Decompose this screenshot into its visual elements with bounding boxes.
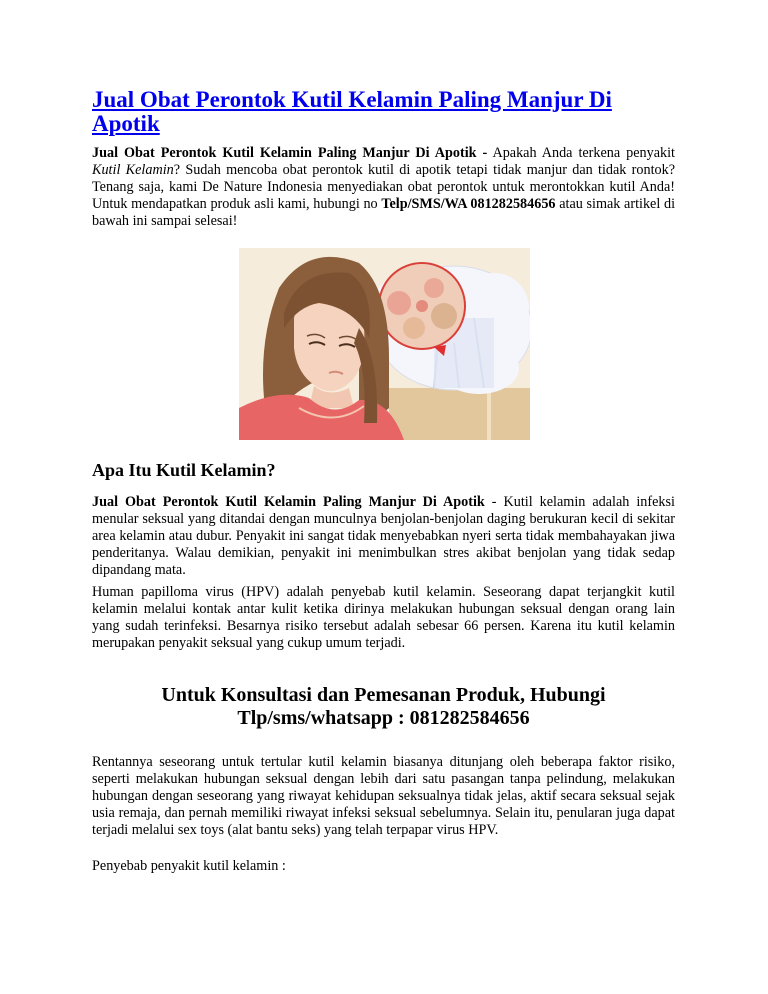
intro-paragraph: [92, 145, 675, 230]
woman-illustration: [239, 248, 530, 440]
intro-text-1: Apakah Anda terkena penyakit: [487, 145, 675, 161]
intro-italic: Kutil Kelamin: [92, 162, 174, 178]
intro-text-3: atau simak artikel di bawah ini sampai selesai!: [92, 196, 676, 229]
causes-intro: Penyebab penyakit kutil kelamin :: [92, 858, 286, 874]
definition-lead: Jual Obat Perontok Kutil Kelamin Paling Manjur Di Apotik: [92, 494, 485, 510]
section-heading: Apa Itu Kutil Kelamin?: [92, 460, 276, 480]
contact-heading-line-2: Tlp/sms/whatsapp : 081282584656: [237, 707, 530, 729]
hpv-paragraph: Human papilloma virus (HPV) adalah penyebab kutil kelamin. Seseorang dapat terjangkit kutil kelamin melalui kontak antar kulit ketika dirinya melakukan hubungan seksual dengan orang lain yang sudah terinfeksi. Besarnya risiko tersebut adalah sebesar 66 persen. Karena itu kutil kelamin merupakan penyakit seksual yang cukup umum terjadi.: [92, 584, 675, 651]
intro-contact: Telp/SMS/WA 081282584656: [381, 196, 556, 212]
risk-factors-paragraph: Rentannya seseorang untuk tertular kutil kelamin biasanya ditunjang oleh beberapa faktor risiko, seperti melakukan hubungan seksual dengan lebih dari satu pasangan tanpa pelindung, melakukan hubungan dengan seseorang yang riwayat kehidupan seksualnya tidak jelas, aktif secara seksual sejak usia remaja, dan pernah memiliki riwayat infeksi seksual sebelumnya. Selain itu, penularan juga dapat terjadi melalui sex toys (alat bantu seks) yang telah terpapar virus HPV.: [92, 754, 675, 838]
definition-paragraph: [92, 494, 675, 579]
illustration-image: [239, 248, 530, 440]
contact-heading-line-1: Untuk Konsultasi dan Pemesanan Produk, Hubungi: [161, 684, 606, 706]
definition-text: - Kutil kelamin adalah infeksi menular seksual yang ditandai dengan munculnya benjolan-benjolan daging berukuran kecil di sekitar area kelamin atau dubur. Penyakit ini sangat tidak menyebabkan nyeri serta tidak membahayakan jiwa penderitanya. Walau demikian, penyakit ini menimbulkan stres akibat benjolan yang tidak sedap dipandang mata.: [92, 494, 675, 578]
article-title-link[interactable]: Jual Obat Perontok Kutil Kelamin Paling Manjur Di Apotik: [92, 87, 612, 136]
intro-text-2: ? Sudah mencoba obat perontok kutil di apotik tetapi tidak manjur dan tidak rontok? Tenang saja, kami De Nature Indonesia menyediakan obat perontok untuk merontokkan kutil Anda! Untuk mendapatkan produk asli kami, hubungi no: [92, 162, 675, 212]
contact-heading: [92, 684, 675, 730]
article-title: [92, 88, 675, 136]
intro-lead: Jual Obat Perontok Kutil Kelamin Paling Manjur Di Apotik -: [92, 145, 488, 161]
